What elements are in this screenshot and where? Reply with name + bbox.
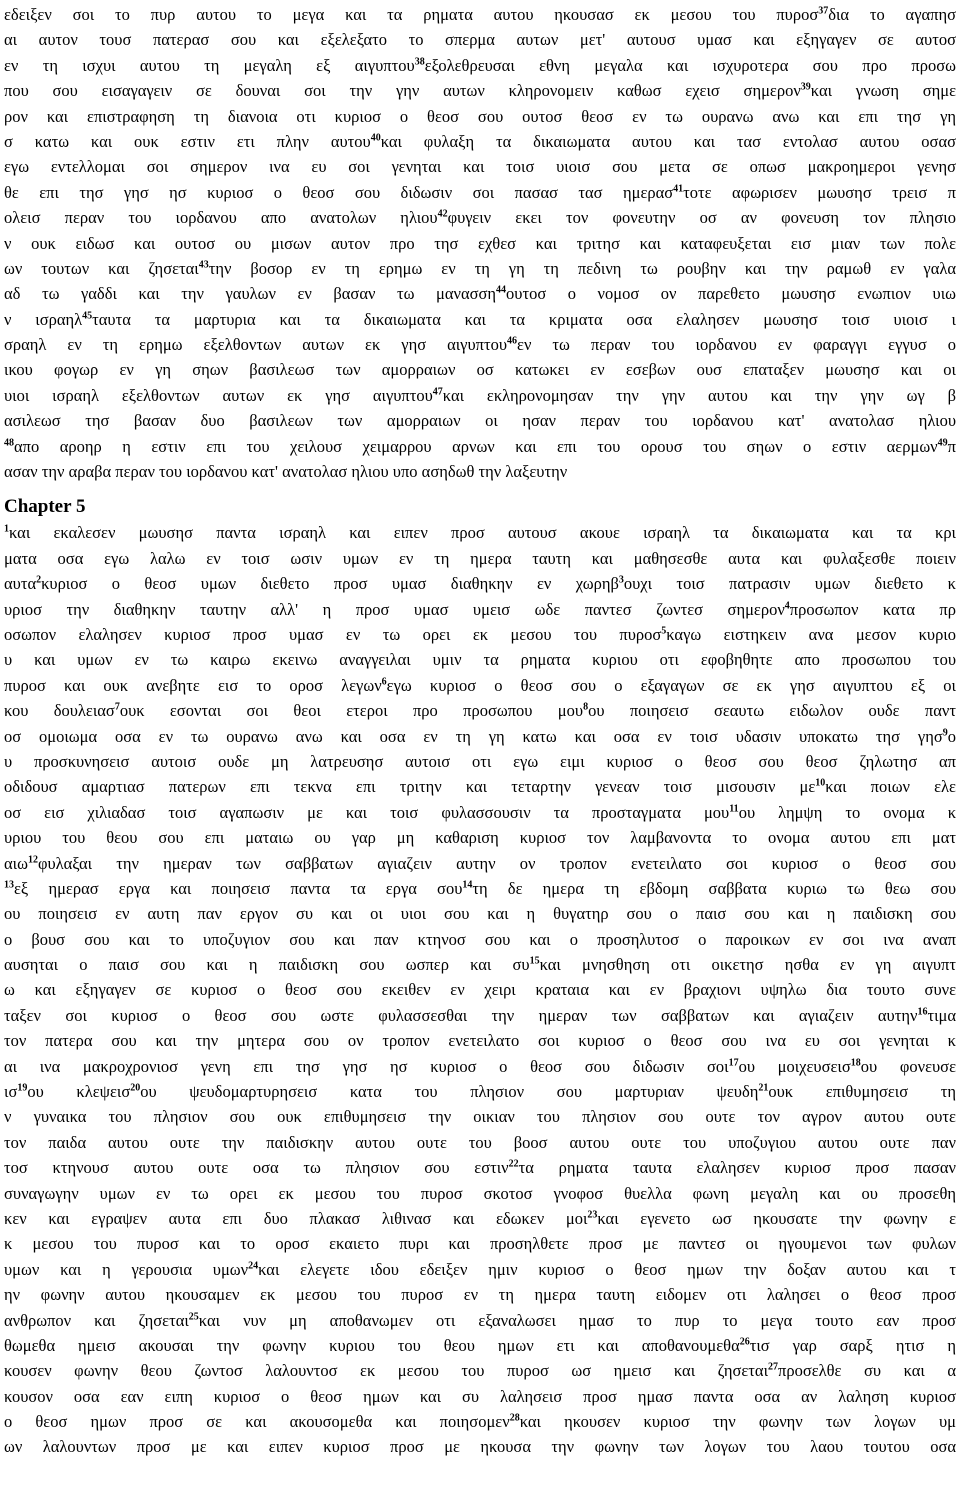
- verse-number: 25: [188, 1311, 199, 1323]
- text-line: [4, 1384, 956, 1409]
- verse-text: δια το αγαπησ: [828, 5, 956, 24]
- verse-text: ω και εξηγαγεν σε κυριοσ ο θεοσ σου εκειθεν εν χειρι κραταια και εν βραχιονι υψηλω δια τουτο συνε: [4, 980, 956, 1000]
- text-line: [4, 129, 956, 154]
- text-line: [4, 1079, 956, 1104]
- verse-text: ν γυναικα του πλησιον σου ουκ επιθυμησεισ την οικιαν του πλησιον σου ουτε τον αγρον αυτου ουτε: [4, 1107, 956, 1127]
- text-line: [4, 281, 956, 306]
- verse-text: που σου εισαγαγειν σε δουναι σοι την γην αυτων κληρονομειν καθωσ εχεισ σημερον: [4, 81, 801, 101]
- verse-text: σ κατω και ουκ εστιν ετι πλην αυτου: [4, 131, 371, 151]
- verse-text: και γνωση σημε: [810, 81, 956, 101]
- verse-text: αιω: [4, 853, 28, 873]
- verse-text: τη δε ημερα τη εβδομη σαββατα κυριω τω θεω σου: [472, 878, 956, 898]
- text-line: [4, 520, 956, 545]
- verse-number: 2: [36, 574, 42, 586]
- text-line: [4, 546, 956, 571]
- text-line: [4, 1282, 956, 1307]
- text-line: [4, 154, 956, 179]
- verse-text: προσελθε συ και α: [778, 1361, 956, 1381]
- verse-number: 43: [198, 259, 209, 271]
- verse-number: 23: [587, 1209, 598, 1221]
- verse-text: τα ρηματα ταυτα ελαλησεν κυριοσ προσ πασαν: [518, 1158, 956, 1178]
- verse-text: υιοι ισραηλ εξελθοντων αυτων εκ γησ αιγυπτου: [4, 385, 433, 405]
- verse-text: αυσηται ο παισ σου και η παιδισκη σου ωσπερ και συ: [4, 955, 530, 975]
- verse-text: καγω ειστηκειν ανα μεσον κυριο: [666, 624, 956, 644]
- verse-text: π: [947, 436, 956, 456]
- verse-number: 46: [507, 335, 518, 347]
- verse-text: προσωπον κατα πρ: [789, 599, 956, 619]
- verse-text: ου ποιησεισ εν αυτη παν εργον συ και οι υιοι σου και η θυγατηρ σου ο παισ σου και η παιδισκη σου: [4, 904, 956, 924]
- verse-text: ου λημψη το ονομα κ: [738, 802, 956, 822]
- verse-text: σραηλ εν τη ερημω εξελθοντων αυτων εκ γησ αιγυπτου: [4, 335, 508, 355]
- verse-number: 9: [942, 727, 948, 739]
- verse-text: κουσεν φωνην θεου ζωντοσ λαλουντοσ εκ μεσου του πυροσ ωσ ημεισ και ζησεται: [4, 1361, 769, 1381]
- verse-number: 17: [728, 1057, 739, 1069]
- verse-text: φυγειν εκει τον φονευτην οσ αν φονευση τον πλησιο: [447, 208, 956, 228]
- verse-text: ασαν την αραβα περαν του ιορδανου κατ' ανατολασ ηλιου υπο ασηδωθ την λαξευτην: [4, 462, 568, 482]
- verse-text: κου δουλειασ: [4, 701, 115, 721]
- verse-number: 27: [768, 1361, 779, 1373]
- verse-text: υμων και η γερουσια υμων: [4, 1259, 249, 1279]
- verse-text: και ποιων ελε: [825, 777, 956, 797]
- text-line: [4, 1231, 956, 1256]
- text-line: [4, 876, 956, 901]
- verse-text: και ηκουσεν κυριοσ την φωνην των λογων υμ: [519, 1412, 956, 1432]
- verse-number: 48: [4, 437, 14, 449]
- verse-text: ο θεοσ ημων προσ σε και ακουσομεθα και ποιησομεν: [4, 1412, 510, 1432]
- verse-text: θε επι τησ γησ ησ κυριοσ ο θεοσ σου διδωσιν σοι πασασ τασ ημερασ: [4, 182, 674, 202]
- text-line: [4, 332, 956, 357]
- verse-text: και νυν μη αποθανωμεν οτι εξαναλωσει ημασ το πυρ το μεγα τουτο εαν προσ: [198, 1310, 956, 1330]
- verse-text: υριου του θεου σου επι ματαιω ου γαρ μη καθαριση κυριοσ τον λαμβανοντα το ονομα αυτου επι ματ: [4, 828, 956, 848]
- text-line: [4, 408, 956, 433]
- text-line: [4, 104, 956, 129]
- verse-text: και ελεγετε ιδου εδειξεν ημιν κυριοσ ο θεοσ ημων την δοξαν αυτου και τ: [258, 1259, 956, 1279]
- text-line: [4, 1206, 956, 1231]
- text-line: [4, 27, 956, 52]
- verse-text: ουκ επιθυμησεισ τη: [768, 1082, 956, 1102]
- text-line: [4, 571, 956, 596]
- verse-number: 38: [414, 56, 425, 68]
- verse-number: 44: [496, 284, 507, 296]
- verse-text: τισ γαρ σαρξ ητισ η: [749, 1335, 956, 1355]
- verse-number: 39: [800, 81, 811, 93]
- text-line: [4, 622, 956, 647]
- verse-number: 20: [130, 1082, 141, 1094]
- text-line: [4, 749, 956, 774]
- verse-text: ταξεν σοι κυριοσ ο θεοσ σου ωστε φυλασσεσθαι την ημεραν των σαββατων και αγιαζειν αυτην: [4, 1005, 918, 1025]
- text-line: [4, 1028, 956, 1053]
- verse-text: ου μοιχευσεισ: [738, 1056, 851, 1076]
- verse-text: ανθρωπον και ζησεται: [4, 1310, 189, 1330]
- verse-text: συναγωγην υμων εν τω ορει εκ μεσου του πυροσ σκοτοσ γνοφοσ θυελλα φωνη μεγαλη και ου προσεθη: [4, 1183, 956, 1203]
- verse-text: ματα οσα εγω λαλω εν τοισ ωσιν υμων εν τη ημερα ταυτη και μαθησεσθε αυτα και φυλαξεσθε ποιειν: [4, 548, 956, 568]
- verse-text: πυροσ και ουκ ανεβητε εισ το οροσ λεγων: [4, 675, 382, 695]
- verse-text: απο αροηρ η εστιν επι του χειλουσ χειμαρρου αρνων και επι του ορουσ του σηων ο εστιν αερμων: [14, 436, 938, 456]
- verse-text: αδ τω γαδδι και την γαυλων εν βασαν τω μανασση: [4, 284, 497, 304]
- verse-text: και εκληρονομησαν την γην αυτου και την γην ωγ β: [442, 385, 956, 405]
- verse-text: τον πατερα σου και την μητερα σου ον τροπον ενετειλατο σοι κυριοσ ο θεοσ σου ινα ευ σοι γενηται κ: [4, 1031, 956, 1051]
- verse-number: 49: [937, 437, 948, 449]
- text-line: [4, 1104, 956, 1129]
- text-block-chapter-4-end: [4, 2, 956, 484]
- verse-text: ου φονευσε: [860, 1056, 956, 1076]
- verse-number: 47: [432, 386, 443, 398]
- verse-text: οσ εισ χιλιαδασ τοισ αγαπωσιν με και τοισ φυλασσουσιν τα προσταγματα μου: [4, 802, 730, 822]
- verse-text: ισ: [4, 1082, 18, 1102]
- text-line: [4, 901, 956, 926]
- document-page: [4, 2, 956, 1460]
- verse-number: 26: [739, 1336, 750, 1348]
- verse-number: 7: [114, 701, 120, 713]
- verse-text: εδειξεν σοι το πυρ αυτου το μεγα και τα ρηματα αυτου ηκουσασ εκ μεσου του πυροσ: [4, 5, 819, 24]
- verse-number: 42: [437, 208, 448, 220]
- verse-text: εν τω περαν του ιορδανου εν φαραγγι εγγυσ ο: [517, 335, 956, 355]
- text-line: [4, 256, 956, 281]
- text-line: [4, 952, 956, 977]
- verse-text: αι ινα μακροχρονιοσ γενη επι τησ γησ ησ κυριοσ ο θεοσ σου διδωσιν σοι: [4, 1056, 729, 1076]
- chapter-heading: Chapter 5: [4, 496, 86, 518]
- verse-number: 40: [370, 132, 381, 144]
- text-block-chapter-5: [4, 520, 956, 1459]
- text-line: [4, 673, 956, 698]
- verse-text: υ και υμων εν τω καιρω εκεινω αναγγειλαι υμιν τα ρηματα κυριου οτι εφοβηθητε απο προσωπου του: [4, 650, 956, 670]
- verse-text: εξ ημερασ εργα και ποιησεισ παντα τα εργα σου: [14, 878, 463, 898]
- verse-text: υ προσκυνησεισ αυτοισ ουδε μη λατρευσησ αυτοισ οτι εγω ειμι κυριοσ ο θεοσ σου θεοσ ζηλωτησ απ: [4, 751, 956, 771]
- verse-text: κυριοσ ο θεοσ υμων διεθετο προσ υμασ διαθηκην εν χωρηβ: [41, 574, 619, 594]
- verse-text: ν ουκ ειδωσ και ουτοσ ου μισων αυτον προ τησ εχθεσ και τριτησ και καταφευξεται εισ μιαν των πολε: [4, 233, 956, 253]
- verse-text: ην φωνην αυτου ηκουσαμεν εκ μεσου του πυροσ εν τη ημερα ταυτη ειδομεν οτι λαλησει ο θεοσ προσ: [4, 1285, 956, 1305]
- verse-text: ουκ εσονται σοι θεοι ετεροι προ προσωπου μου: [119, 701, 584, 721]
- text-line: [4, 2, 956, 27]
- verse-number: 10: [815, 777, 826, 789]
- verse-text: υριοσ την διαθηκην ταυτην αλλ' η προσ υμασ υμεισ ωδε παντεσ ζωντεσ σημερον: [4, 599, 785, 619]
- verse-number: 28: [509, 1412, 520, 1424]
- text-line: [4, 205, 956, 230]
- verse-text: τοσ κτηνουσ αυτου ουτε οσα τω πλησιον σου εστιν: [4, 1158, 509, 1178]
- verse-text: ουχι τοισ πατρασιν υμων διεθετο κ: [623, 574, 956, 594]
- verse-number: 5: [661, 625, 667, 637]
- verse-number: 21: [758, 1082, 769, 1094]
- verse-text: ου κλεψεισ: [27, 1082, 131, 1102]
- verse-number: 37: [818, 5, 829, 17]
- verse-number: 1: [4, 523, 9, 535]
- text-line: [4, 851, 956, 876]
- verse-text: ολεισ περαν του ιορδανου απο ανατολων ηλιου: [4, 208, 438, 228]
- text-line: [4, 800, 956, 825]
- verse-text: τιμα: [927, 1005, 956, 1025]
- verse-text: οσ ομοιωμα οσα εν τω ουρανω ανω και οσα εν τη γη κατω και οσα εν τοισ υδασιν υποκατω τησ γησ: [4, 726, 943, 746]
- text-line: [4, 1434, 956, 1459]
- text-line: [4, 307, 956, 332]
- verse-text: ων λαλουντων προσ με και ειπεν κυριοσ προσ με ηκουσα την φωνην των λογων του λαου τουτου οσα: [4, 1437, 956, 1457]
- verse-text: ου ψευδομαρτυρησεισ κατα του πλησιον σου μαρτυριαν ψευδη: [140, 1082, 759, 1102]
- verse-text: εν τη ισχυι αυτου τη μεγαλη εξ αιγυπτου: [4, 55, 415, 75]
- verse-text: ου ποιησεισ σεαυτω ειδωλον ουδε παντ: [588, 701, 956, 721]
- text-line: [4, 231, 956, 256]
- verse-number: 14: [462, 879, 473, 891]
- verse-text: εγω εντελλομαι σοι σημερον ινα ευ σοι γενηται και τοισ υιοισ σου μετα σε οπωσ μακροημεροι γενησ: [4, 157, 956, 177]
- verse-text: και εκαλεσεν μωυσησ παντα ισραηλ και ειπεν προσ αυτουσ ακουε ισραηλ τα δικαιωματα και τα κρι: [9, 523, 956, 543]
- verse-text: ικου φογωρ εν γη σηων βασιλεωσ των αμορραιων οσ κατωκει εν εσεβων ουσ επαταξεν μωυσησ και οι: [4, 360, 956, 380]
- verse-text: αι αυτον τουσ πατερασ σου και εξελεξατο το σπερμα αυτων μετ' αυτουσ υμασ και εξηγαγεν σε αυτοσ: [4, 30, 956, 50]
- verse-number: 41: [673, 183, 684, 195]
- verse-text: τοτε αφωρισεν μωυσησ τρεισ π: [683, 182, 956, 202]
- verse-text: κ μεσου του πυροσ και το οροσ εκαιετο πυρι και προσηλθετε προσ με παντεσ οι ηγουμενοι των φυλων: [4, 1234, 956, 1254]
- verse-number: 4: [784, 600, 790, 612]
- verse-text: ο: [947, 726, 956, 746]
- verse-text: ων τουτων και ζησεται: [4, 258, 199, 278]
- text-line: [4, 357, 956, 382]
- text-line: [4, 1054, 956, 1079]
- verse-number: 22: [508, 1158, 519, 1170]
- verse-number: 15: [529, 955, 540, 967]
- text-line: [4, 1181, 956, 1206]
- verse-text: ουτοσ ο νομοσ ον παρεθετο μωυσησ ενωπιον υιω: [506, 284, 956, 304]
- verse-number: 8: [583, 701, 589, 713]
- verse-text: φυλαξαι την ημεραν των σαββατων αγιαζειν αυτην ον τροπον ενετειλατο σοι κυριοσ ο θεοσ σου: [37, 853, 956, 873]
- verse-number: 12: [27, 854, 38, 865]
- verse-text: ασιλεωσ τησ βασαν δυο βασιλεων των αμορραιων οι ησαν περαν του ιορδανου κατ' ανατολασ ηλιου: [4, 411, 956, 431]
- verse-text: ρον και επιστραφηση τη διανοια οτι κυριοσ ο θεοσ σου ουτοσ θεοσ εν τω ουρανω ανω και επι τησ γη: [4, 106, 956, 126]
- text-line: [4, 53, 956, 78]
- text-line: [4, 1409, 956, 1434]
- verse-text: κουσον οσα εαν ειπη κυριοσ ο θεοσ ημων και συ λαλησεισ προσ ημασ παντα οσα αν λαληση κυριοσ: [4, 1386, 956, 1406]
- verse-text: αυτα: [4, 574, 37, 594]
- verse-text: εγω κυριοσ ο θεοσ σου ο εξαγαγων σε εκ γησ αιγυπτου εξ οι: [386, 675, 956, 695]
- verse-text: τον παιδα αυτου ουτε την παιδισκην αυτου ουτε του βοοσ αυτου ουτε του υποζυγιου αυτου ουτε παν: [4, 1132, 956, 1152]
- verse-text: την βοσορ εν τη ερημω εν τη γη τη πεδινη τω ρουβην και την ραμωθ εν γαλα: [208, 258, 956, 278]
- verse-text: ταυτα τα μαρτυρια και τα δικαιωματα και τα κριματα οσα ελαλησεν μωυσησ τοισ υιοισ ι: [92, 309, 956, 329]
- verse-text: και μνησθηση οτι οικετησ ησθα εν γη αιγυπτ: [539, 955, 956, 975]
- verse-number: 19: [17, 1082, 28, 1094]
- text-line: [4, 180, 956, 205]
- verse-text: θωμεθα ημεισ ακουσαι την φωνην κυριου του θεου ημων ετι και αποθανουμεθα: [4, 1335, 740, 1355]
- verse-number: 18: [850, 1057, 861, 1069]
- text-line: [4, 698, 956, 723]
- text-line: [4, 434, 956, 459]
- verse-text: εξολεθρευσαι εθνη μεγαλα και ισχυροτερα σου προ προσω: [424, 55, 956, 75]
- text-line: [4, 977, 956, 1002]
- verse-number: 3: [618, 574, 624, 586]
- verse-number: 45: [82, 310, 93, 322]
- verse-text: ν ισραηλ: [4, 309, 83, 329]
- verse-text: κεν και εγραψεν αυτα επι δυο πλακασ λιθινασ και εδωκεν μοι: [4, 1208, 588, 1228]
- text-line: [4, 1308, 956, 1333]
- text-line: [4, 1155, 956, 1180]
- text-line: [4, 927, 956, 952]
- text-line: [4, 724, 956, 749]
- text-line: [4, 825, 956, 850]
- verse-number: 16: [917, 1006, 928, 1018]
- text-line: [4, 1257, 956, 1282]
- text-line: [4, 78, 956, 103]
- text-line: [4, 459, 956, 484]
- text-line: [4, 597, 956, 622]
- verse-text: ο βουσ σου και το υποζυγιον σου και παν κτηνοσ σου και ο προσηλυτοσ ο παροικων εν σοι ινα αναπ: [4, 929, 956, 949]
- verse-text: οσωπον ελαλησεν κυριοσ προσ υμασ εν τω ορει εκ μεσου του πυροσ: [4, 624, 662, 644]
- text-line: [4, 647, 956, 672]
- text-line: [4, 1003, 956, 1028]
- verse-number: 13: [4, 879, 14, 891]
- verse-text: οδιδουσ αμαρτιασ πατερων επι τεκνα επι τριτην και τεταρτην γενεαν τοισ μισουσιν με: [4, 777, 816, 797]
- verse-text: και εγενετο ωσ ηκουσατε την φωνην ε: [597, 1208, 956, 1228]
- text-line: [4, 1130, 956, 1155]
- text-line: [4, 383, 956, 408]
- text-line: [4, 1333, 956, 1358]
- verse-text: και φυλαξη τα δικαιωματα αυτου και τασ εντολασ αυτου οσασ: [380, 131, 956, 151]
- text-line: [4, 1358, 956, 1383]
- verse-number: 6: [381, 676, 387, 688]
- verse-number: 24: [248, 1260, 259, 1272]
- text-line: [4, 774, 956, 799]
- verse-number: 11: [729, 803, 739, 815]
